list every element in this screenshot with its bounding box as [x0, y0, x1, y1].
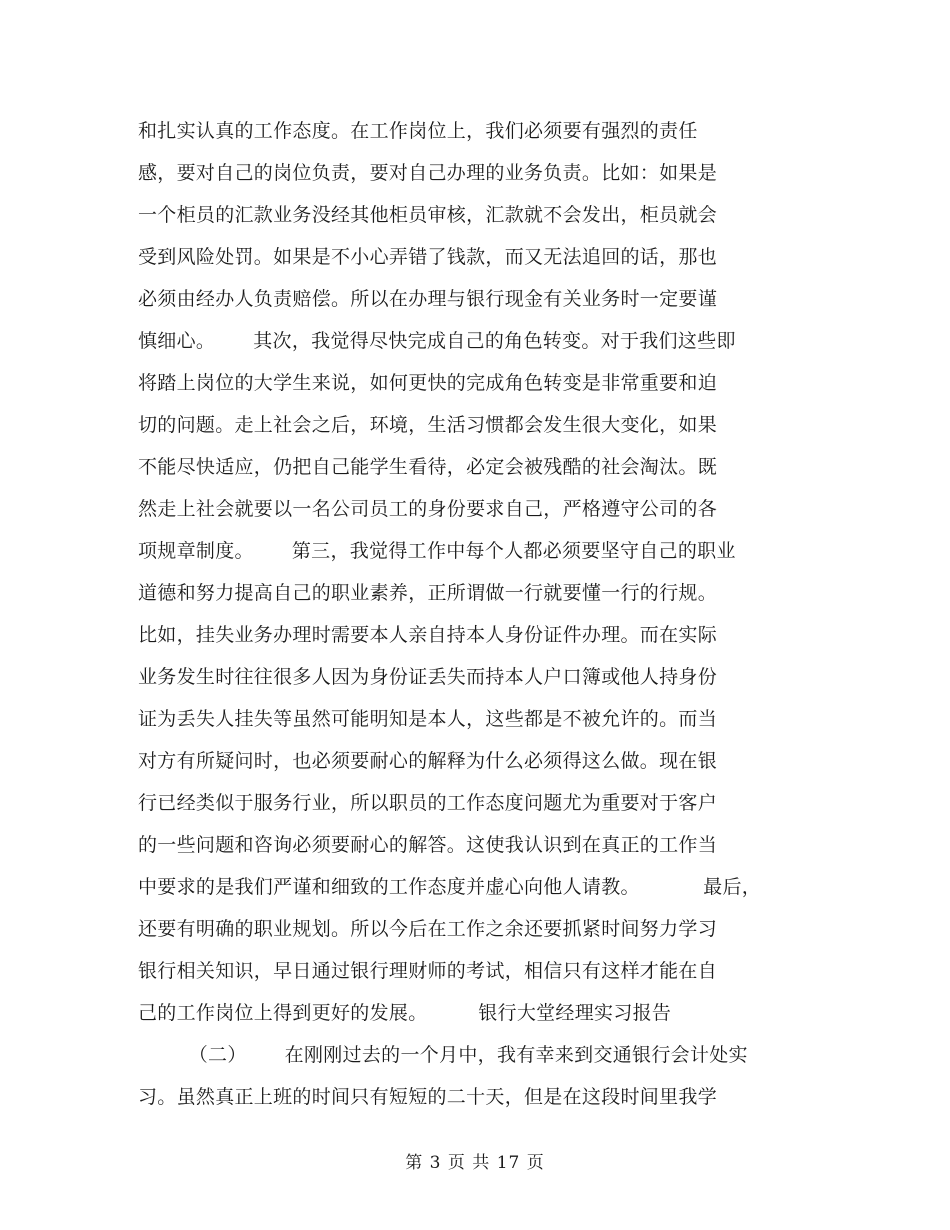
text-line: 对方有所疑问时，也必须要耐心的解释为什么必须得这么做。现在银 [138, 750, 718, 772]
text-line: 然走上社会就要以一名公司员工的身份要求自己，严格遵守公司的各 [138, 498, 718, 520]
text-line: 不能尽快适应，仍把自己能学生看待，必定会被残酷的社会淘汰。既 [138, 456, 718, 478]
text-line: 项规章制度。 第三，我觉得工作中每个人都必须要坚守自己的职业 [138, 540, 736, 562]
body-text [138, 110, 818, 1118]
text-line: 一个柜员的汇款业务没经其他柜员审核，汇款就不会发出，柜员就会 [138, 204, 718, 226]
text-line: 将踏上岗位的大学生来说，如何更快的完成角色转变是非常重要和迫 [138, 372, 718, 394]
text-line: 业务发生时往往很多人因为身份证丢失而持本人户口簿或他人持身份 [138, 666, 718, 688]
text-line: 切的问题。走上社会之后，环境，生活习惯都会发生很大变化，如果 [138, 414, 718, 436]
text-line: 证为丢失人挂失等虽然可能明知是本人，这些都是不被允许的。而当 [138, 708, 718, 730]
text-line: 己的工作岗位上得到更好的发展。 银行大堂经理实习报告 [138, 1002, 672, 1024]
text-line: （二） 在刚刚过去的一个月中，我有幸来到交通银行会计处实 [138, 1044, 748, 1066]
text-line: 的一些问题和咨询必须要耐心的解答。这使我认识到在真正的工作当 [138, 834, 718, 856]
text-line: 还要有明确的职业规划。所以今后在工作之余还要抓紧时间努力学习 [138, 918, 718, 940]
text-line: 感，要对自己的岗位负责，要对自己办理的业务负责。比如：如果是 [138, 162, 718, 184]
text-line: 慎细心。 其次，我觉得尽快完成自己的角色转变。对于我们这些即 [138, 330, 736, 352]
text-line: 习。虽然真正上班的时间只有短短的二十天，但是在这段时间里我学 [138, 1086, 718, 1108]
text-line: 行已经类似于服务行业，所以职员的工作态度问题尤为重要对于客户 [138, 792, 718, 814]
text-line: 银行相关知识，早日通过银行理财师的考试，相信只有这样才能在自 [138, 960, 718, 982]
text-line: 中要求的是我们严谨和细致的工作态度并虚心向他人请教。 最后， [138, 876, 762, 898]
text-line: 比如，挂失业务办理时需要本人亲自持本人身份证件办理。而在实际 [138, 624, 718, 646]
text-line: 和扎实认真的工作态度。在工作岗位上，我们必须要有强烈的责任 [138, 120, 698, 142]
text-line: 道德和努力提高自己的职业素养，正所谓做一行就要懂一行的行规。 [138, 582, 718, 604]
text-line: 受到风险处罚。如果是不小心弄错了钱款，而又无法追回的话，那也 [138, 246, 718, 268]
page-number-footer: 第 3 页 共 17 页 [405, 1153, 545, 1173]
text-line: 必须由经办人负责赔偿。所以在办理与银行现金有关业务时一定要谨 [138, 288, 718, 310]
